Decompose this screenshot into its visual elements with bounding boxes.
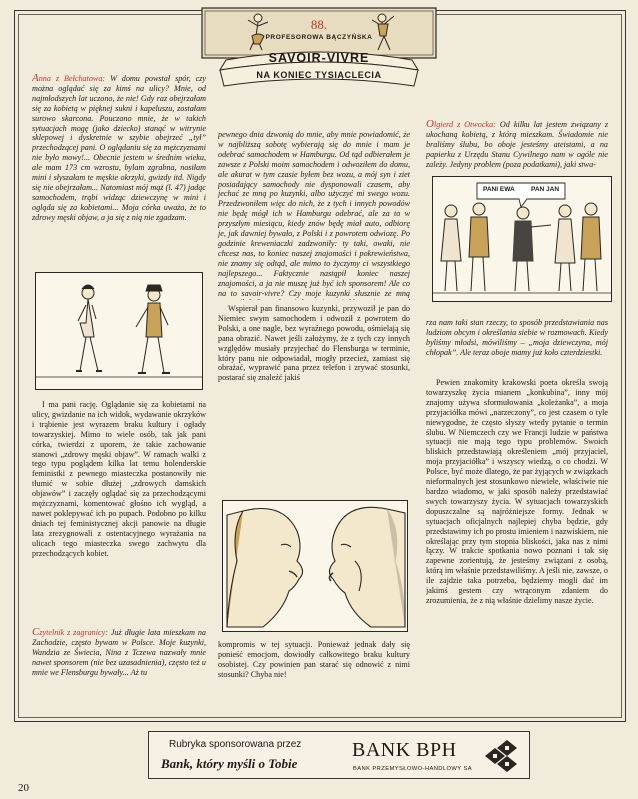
letter-body: W domu powstał spór, czy można oglądać się za kimś na ulicy? Mnie, od najmłodszych lat uczono, że nie! Gdy raz obejrzałam się za kobietą w pięknej sukni i kapeluszu, zostałam surowo skarcona. Pouczono mnie, że w takich sytuacjach mogę (jako dziecko) stanąć w witrynie sklepowej i dyskretnie w szybie obejrzeć „tył” przechodzącej pani. O oglądaniu się za mężczyznami nie było mowy!... Obecnie jestem w średnim wieku, ale mam 173 cm wzrostu, bylam zgrabna, nosiłam mini i słyszałam te męskie okrzyki, gwizdy itd. Nigdy się nie obejrzałam... Natomiast mój mąż (l. 47) jadąc samochodem, trąbi widząc dziewczynę w mini i ogląda się za kobietami... Moja córka uważa, że to zdrowy męski objaw, a ja się z nią nie zgadzam.	[32, 74, 206, 222]
answer-text: Wspierał pan finansowo kuzynki, przywoził je pan do Niemiec swym samochodem i odwoził z powrotem do Polski, a one nagle, bez wyraźnego powodu, ośmielają się pana obrazić. Nawet jeśli założymy, że z tych czy innych względów musiały przyjechać do Flensburga w terminie, który panu nie odpowiadał, mogły przecież, zamiast się obrażać, wyprawić pana przez telefon i zrywać stosunki, postarać się znaleźć jakiś	[218, 304, 410, 383]
letter-sender: zytelnik z zagranicy:	[39, 628, 108, 637]
drop-cap: C	[32, 628, 40, 638]
man-looking-back-figure	[136, 285, 170, 373]
col2-answer-end	[218, 640, 410, 702]
column-number: 88.	[310, 17, 328, 32]
illustration-street-walk	[35, 272, 203, 390]
introduction-art	[433, 177, 611, 301]
couple-right-figures	[555, 203, 601, 291]
bank-logo-icon	[481, 738, 521, 774]
col3-answer	[426, 378, 608, 708]
column-header	[196, 6, 442, 90]
drop-cap: O	[426, 120, 434, 130]
bank-full-name: BANK PRZEMYSŁOWO-HANDLOWY SA	[353, 766, 472, 772]
answer-text: I ma pani rację. Oglądanie się za kobietami na ulicy, gwizdanie na ich widok, wydawanie okrzyków i trąbienie jest wyrazem braku kultury i ogłady towarzyskiej. Mimo to wiele osób, tak jak pani córka, twierdzi z uporem, że takie zachowanie stanowi „zdrowy męski objaw”. W ramach walki z tego typu poglądem kilka lat temu holenderskie feministki z pewnego miasteczka postanowiły nie tłumić w sobie dłużej „zdrowych damskich objawów” i zaczęły oglądać się za przechodzącymi mężczyznami, komentować głośno ich wygląd, a nawet poklepywać ich po pupach. Podobno po kilku dniach tej feministycznej akcji panowie na długie lata zrezygnowali z ostentacyjnego wyrażania na ulicach tego miasteczka swego zachwytu dla przechodzących kobiet.	[32, 400, 206, 558]
woman-walking-figure	[76, 285, 102, 371]
letter-body: Już długie lata mieszkam na Zachodzie, często bywam w Polsce. Moje kuzynki, Wandzia ze Świecia, Nina z Tczewa nazwały mnie nawet sponsorem (nie bez uzasadnienia), często też u mnie we Flensburgu bywały... Aż tu	[32, 628, 206, 677]
sponsor-box	[148, 731, 530, 779]
letter-body: Od kilku lat jestem związany z ukochaną kobietą, z którą mieszkam. Świadomie nie braliśmy ślubu, bo oboje jesteśmy ateistami, a na papierku z Urzędu Stanu Cywilnego nam w ogóle nie zależy. Jedyny problem (poza podatkami), jaki stwa-	[426, 120, 608, 169]
gossip-art	[223, 501, 407, 631]
col1-answer	[32, 400, 206, 618]
page-number: 20	[18, 782, 29, 794]
drop-cap: A	[32, 74, 39, 84]
woman-right-profile	[329, 507, 405, 627]
sponsor-label: Rubryka sponsorowana przez	[169, 739, 302, 750]
column-author: PROFESOROWA BĄCZYŃSKA	[265, 34, 373, 41]
street-walk-art	[36, 273, 202, 389]
sponsor-slogan: Bank, który myśli o Tobie	[161, 756, 298, 771]
answer-text: kompromis w tej sytuacji. Ponieważ jednak dały się ponieść emocjom, dowiodły całkowitego braku kultury osobistej. Czy powinien pan starać się odnowić z nimi stosunki? Chyba nie!	[218, 640, 410, 679]
illustration-introduction	[432, 176, 612, 302]
letter-sender: nna z Bełchatowa:	[38, 74, 106, 83]
speech-label-pan-jan: PAN JAN	[531, 186, 560, 193]
woman-left-figure	[441, 205, 461, 291]
bank-logo-name: BANK BPH	[352, 739, 457, 761]
letter-sender: lgierd z Otwocka:	[433, 120, 496, 129]
col2-answer	[218, 304, 410, 494]
illustration-gossip	[222, 500, 408, 632]
letter-body: rza nam taki stan rzeczy, to sposób przedstawiania nas ludziom obcym i określania siebie w rozmowach. Kiedy byliśmy młodsi, mówiliśmy – „moja dziewczyna, mój chłopak”. Ale teraz oboje mamy już koło czterdziestki.	[426, 318, 608, 357]
col3-letter	[426, 120, 608, 180]
col2-letter-continued	[218, 130, 410, 300]
pointing-man-figure	[513, 207, 551, 291]
col1-letter	[32, 74, 206, 264]
letter-body: pewnego dnia dzwonią do mnie, aby mnie powiadomić, że w najbliższą sobotę wybierają się do mnie i mam je odebrać samochodem w Hamburgu. Od tąd odbierałem je zawsze z Polski moim samochodem i odwoziłem do domu, ale akurat w tym czasie byłem bez wozu, a mój syn i ziet posiadający samochody nie dysponowali czasem, aby jechać ze mną po kuzynki, albo użyczyć mi swego wozu. Przedzwoniłem więc do nich, że z tych i innych powodów nie będę mógł ich w Hamburgu odebrać, ale za to w przyszłym miesiącu, kiedy znów będę miał auto, odbiorę je, jak dawniej bywało, z Polski i z powrotem odwiozę. Po godzinie kreweniaczki zadzwoniły: ty taki, owaki, nie chcesz nas, to koniec naszej znajomości i pokrewieństwa, nie znamy się odtąd, ale mimo to życzymy ci wszystkiego najlepszego... Faktycznie nastąpił koniec naszej znajomości, a ja nie muszę już być ich sponsorem! Ale co na to savoir-vivre? Czy moje kuzynki słusznie ze mną	[218, 130, 410, 298]
woman-left-profile	[227, 509, 303, 628]
column-title: SAVOIR-VIVRE	[268, 51, 370, 65]
answer-text: Pewien znakomity krakowski poeta określa swoją towarzyszkę życia mianem „konkubina”, inny mój znajomy używa sformułowania „koleżanka”, a moja przyjaciółka mówi „narzeczony”, co jest czasem o tyle niewygodne, że często słyszy wtedy pytanie o termin ślubu. W Niemczech czy we Francji ludzie w państwa sytuacji nie mają tego typu problemów. Swoich bliskich przedstawiają określeniem „mój przyjaciel, moja przyjaciółka” i wszyscy wiedzą, o co chodzi. W Polsce, być może dlatego, że par żyjących w związkach nieformalnych jest stosunkowo niewiele, właściwie nie bardzo wiadomo, w jaki sposób należy przedstawiać swych towarzyszy życia. W sytuacjach towarzyskich dopuszczalne są najróżniejsze formy. Jednak w sytuacjach oficjalnych najlepiej chyba będzie, gdy przedstawimy ich po prostu imieniem i nazwiskiem, nie określając przy tym stopnia bliskości, jaka nas z nimi łączy. W trakcie spotkania nowo poznani i tak się zapewne zorientują, że jesteśmy związani z osobą, którą im właśnie przedstawiliśmy. A jeśli nie, zawsze, o ile zajdzie taka potrzeba, będziemy mogli dać im jakimś gestem czy wtrąconym zdaniem do zrozumienia, że z nią właśnie dzielimy nasze życie.	[426, 378, 608, 605]
man-left-figure	[469, 203, 489, 291]
col3-letter-continued	[426, 318, 608, 374]
col1-letter2	[32, 628, 206, 710]
column-subtitle: NA KONIEC TYSIĄCLECIA	[256, 70, 382, 80]
speech-label-pani-ewa: PANI EWA	[483, 186, 515, 193]
